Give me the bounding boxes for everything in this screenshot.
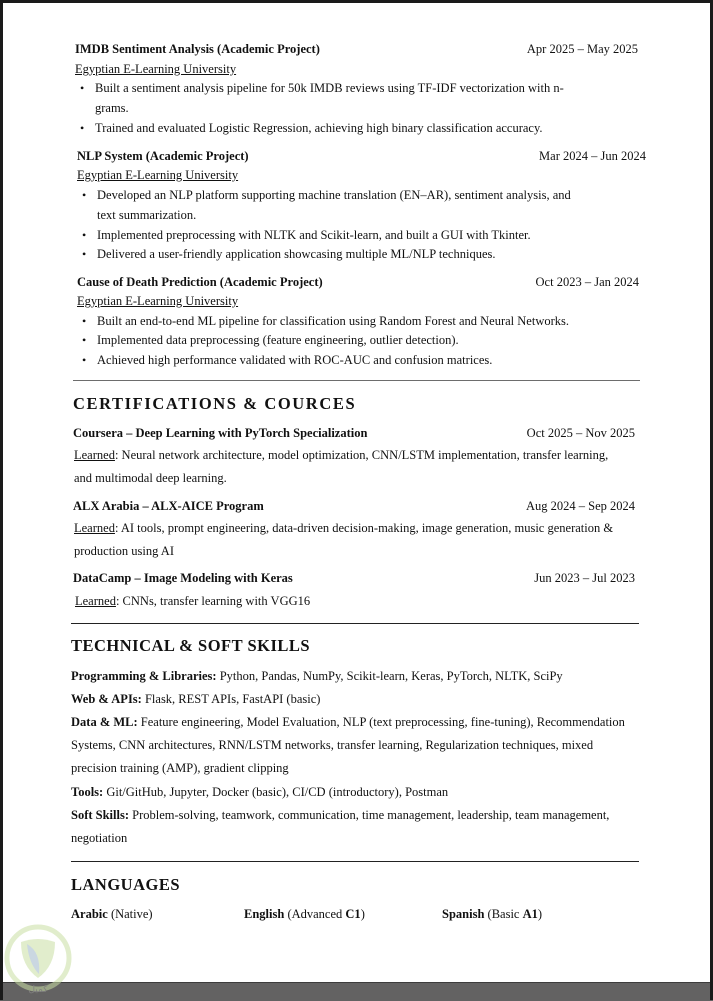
section-divider bbox=[73, 380, 640, 381]
learned-label: Learned bbox=[74, 448, 115, 462]
viewer-bottom-bar bbox=[0, 982, 713, 1001]
project-date: Apr 2025 – May 2025 bbox=[526, 42, 638, 56]
language-item: Spanish (Basic A1) bbox=[442, 907, 543, 921]
project-bullet: • Implemented preprocessing with NLTK and Scikit-learn, and built a GUI with Tkinter. bbox=[97, 226, 531, 245]
skill-label: Web & APIs: bbox=[71, 692, 142, 706]
cert-title: ALX Arabia – ALX-AICE Program bbox=[73, 499, 264, 513]
cert-description: Learned: AI tools, prompt engineering, data-driven decision-making, image generation, music generation & production using AI bbox=[74, 521, 614, 558]
skill-row: Soft Skills: Problem-solving, teamwork, communication, time management, leadership, team management, negotiation bbox=[71, 808, 610, 845]
cert-date: Oct 2025 – Nov 2025 bbox=[526, 426, 635, 440]
bullet-icon: • bbox=[82, 228, 87, 242]
section-divider bbox=[71, 861, 639, 862]
project-bullet: • Delivered a user-friendly application showcasing multiple ML/NLP techniques. bbox=[97, 245, 496, 264]
skills-heading: TECHNICAL & SOFT SKILLS bbox=[71, 636, 311, 655]
skill-row: Web & APIs: Flask, REST APIs, FastAPI (basic) bbox=[71, 692, 321, 706]
skill-label: Data & ML: bbox=[71, 715, 138, 729]
skill-label: Programming & Libraries: bbox=[71, 669, 217, 683]
project-bullet: • Implemented data preprocessing (feature engineering, outlier detection). bbox=[97, 331, 459, 350]
project-bullet: • Trained and evaluated Logistic Regression, achieving high binary classification accuracy. bbox=[95, 119, 543, 138]
bullet-icon: • bbox=[80, 81, 85, 95]
project-date: Oct 2023 – Jan 2024 bbox=[535, 275, 639, 289]
learned-label: Learned bbox=[75, 594, 116, 608]
bullet-icon: • bbox=[82, 314, 87, 328]
project-bullet: • Built an end-to-end ML pipeline for classification using Random Forest and Neural Networks. bbox=[97, 312, 569, 331]
cert-date: Jun 2023 – Jul 2023 bbox=[534, 571, 635, 585]
project-date: Mar 2024 – Jun 2024 bbox=[539, 149, 646, 163]
language-name: Arabic bbox=[71, 907, 108, 921]
project-org: Egyptian E-Learning University bbox=[77, 294, 239, 308]
language-item: English (Advanced C1) bbox=[244, 907, 365, 921]
project-bullet-continuation: grams. bbox=[95, 101, 129, 115]
shield-leaf-logo-icon bbox=[3, 922, 73, 998]
bullet-icon: • bbox=[80, 121, 85, 135]
language-name: English bbox=[244, 907, 285, 921]
watermark-text: كميل bbox=[28, 985, 48, 995]
languages-heading: LANGUAGES bbox=[71, 875, 181, 894]
bullet-icon: • bbox=[82, 353, 87, 367]
cert-title: Coursera – Deep Learning with PyTorch Specialization bbox=[73, 426, 368, 440]
bullet-icon: • bbox=[82, 333, 87, 347]
project-org: Egyptian E-Learning University bbox=[75, 62, 237, 76]
language-item: Arabic (Native) bbox=[71, 907, 153, 921]
section-divider bbox=[71, 623, 639, 624]
skill-row: Tools: Git/GitHub, Jupyter, Docker (basic), CI/CD (introductory), Postman bbox=[71, 785, 449, 799]
project-title: IMDB Sentiment Analysis (Academic Project) bbox=[75, 42, 320, 56]
project-bullet-continuation: text summarization. bbox=[97, 208, 197, 222]
certifications-heading: CERTIFICATIONS & COURCES bbox=[73, 394, 357, 413]
cert-title: DataCamp – Image Modeling with Keras bbox=[73, 571, 293, 585]
skill-row: Data & ML: Feature engineering, Model Evaluation, NLP (text preprocessing, fine-tuning), Recommendation Systems, CNN architectures, RNN/LSTM networks, transfer learning, Regularization techniques, mixed precision training (AMP), gradient clipping bbox=[71, 715, 625, 775]
cert-date: Aug 2024 – Sep 2024 bbox=[525, 499, 635, 513]
skill-row: Programming & Libraries: Python, Pandas, NumPy, Scikit-learn, Keras, PyTorch, NLTK, SciPy bbox=[71, 669, 563, 683]
learned-label: Learned bbox=[74, 521, 115, 535]
project-bullet: • Achieved high performance validated with ROC-AUC and confusion matrices. bbox=[97, 351, 492, 370]
project-title: NLP System (Academic Project) bbox=[77, 149, 249, 163]
cert-description: Learned: Neural network architecture, model optimization, CNN/LSTM implementation, transfer learning, and multimodal deep learning. bbox=[74, 448, 609, 485]
skill-label: Tools: bbox=[71, 785, 104, 799]
project-bullet: • Built a sentiment analysis pipeline for 50k IMDB reviews using TF-IDF vectorization with n- bbox=[95, 79, 564, 98]
cert-description: Learned: CNNs, transfer learning with VGG16 bbox=[75, 594, 311, 608]
skill-label: Soft Skills: bbox=[71, 808, 130, 822]
language-name: Spanish bbox=[442, 907, 485, 921]
project-org: Egyptian E-Learning University bbox=[77, 168, 239, 182]
bullet-icon: • bbox=[82, 247, 87, 261]
project-bullet: • Developed an NLP platform supporting machine translation (EN–AR), sentiment analysis, and bbox=[97, 186, 571, 205]
bullet-icon: • bbox=[82, 188, 87, 202]
project-title: Cause of Death Prediction (Academic Project) bbox=[77, 275, 323, 289]
